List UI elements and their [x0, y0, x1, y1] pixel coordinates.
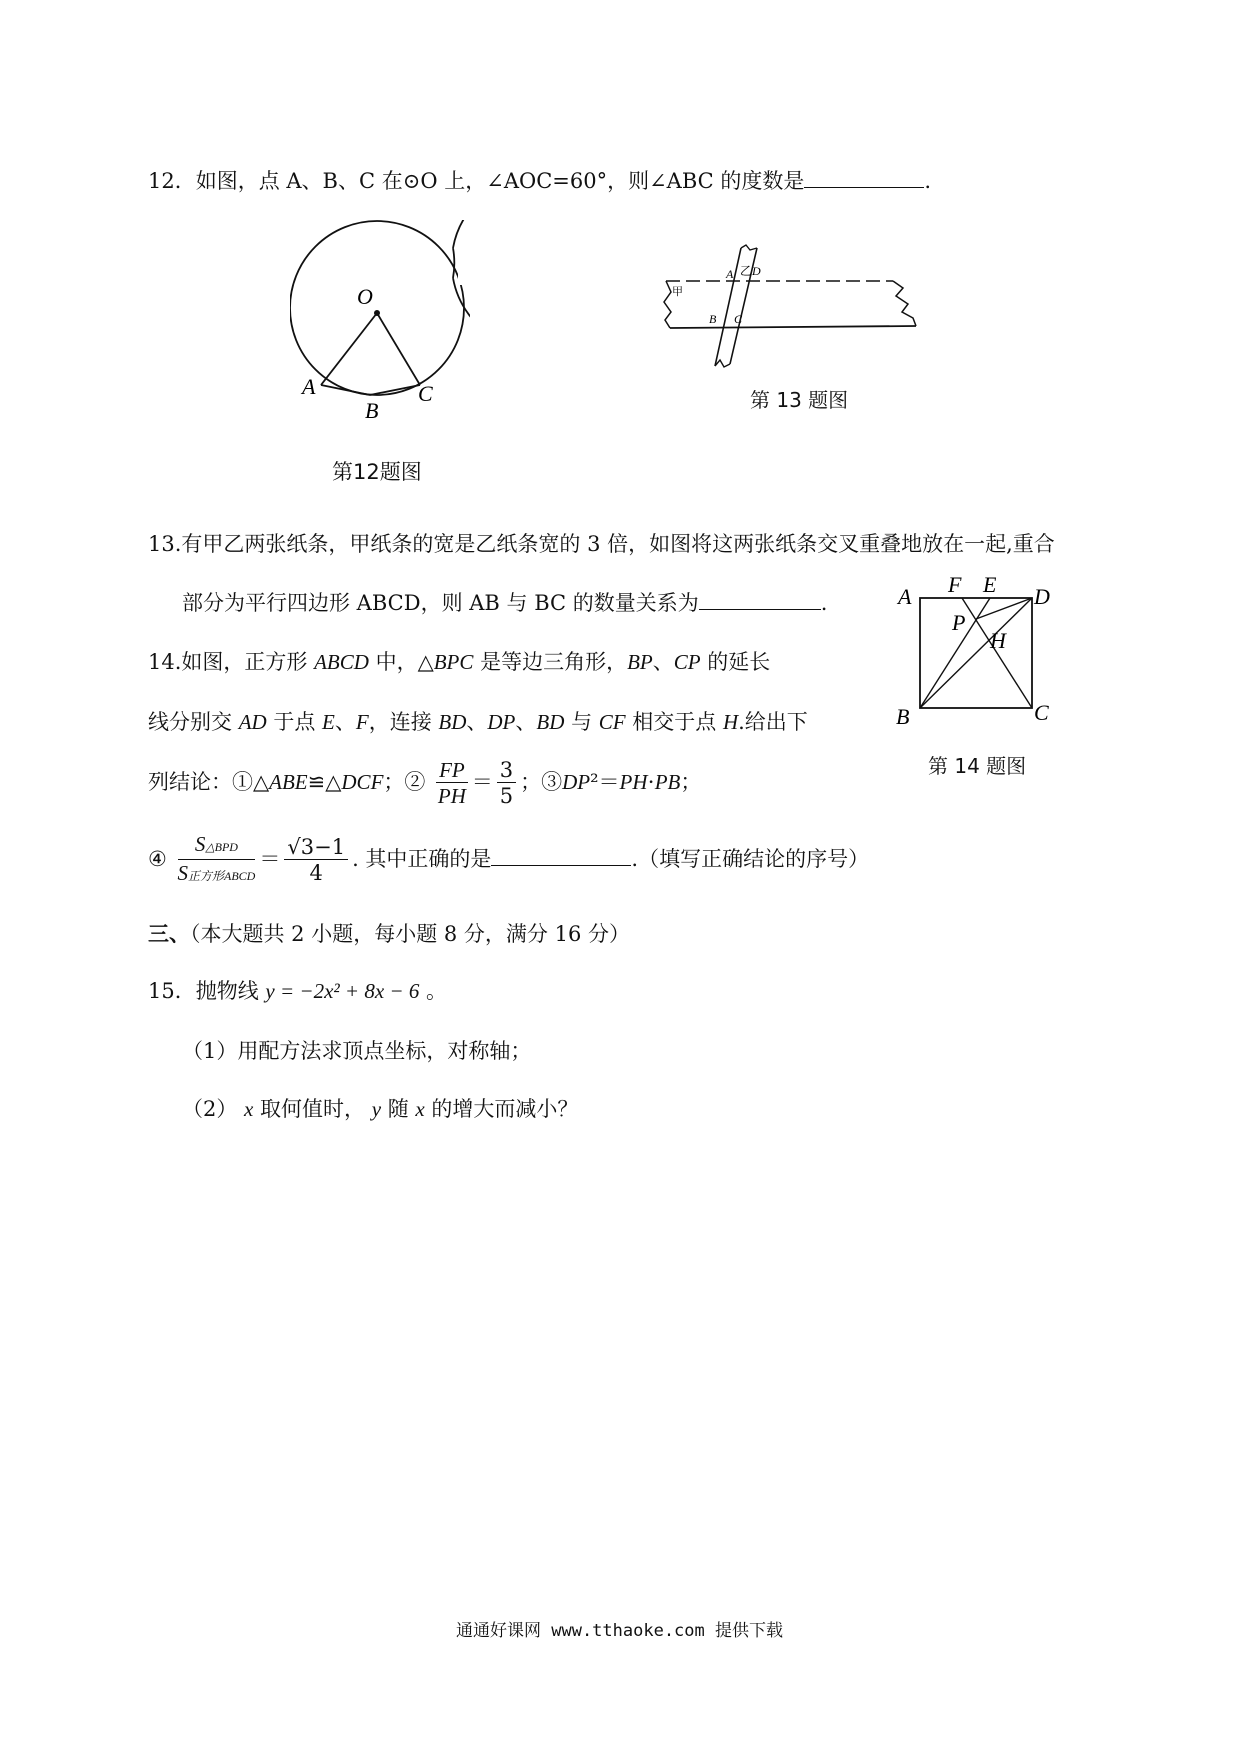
- q14-line4: ④ $\frac{\text{S△BPD}}{\text{S正方形ABCD}}$ ＝ $\frac{√3-1}{4}$ . 其中正确的是 .（填写正确结论的序号）: [148, 832, 869, 889]
- label-o: O: [357, 284, 373, 309]
- fraction-fp-ph: $\frac{FP}{PH}$: [437, 758, 466, 808]
- q14-line3: 列结论：①△ABE≌△DCF；② $\frac{FP}{PH}$ ＝ $\frac{3}{5}$ ；③DP²＝PH⋅PB；: [148, 758, 702, 808]
- segment-oc: [377, 313, 420, 385]
- q12-text: 12．如图，点 A、B、C 在⊙O 上，∠AOC=60°，则∠ABC 的度数是 .: [148, 169, 932, 193]
- label-jia: 甲: [672, 286, 683, 298]
- strip-yi-left: [715, 248, 741, 366]
- label-p: P: [952, 610, 966, 635]
- segment-cf: [962, 598, 1032, 708]
- label-e: E: [983, 572, 997, 597]
- q13-figure: [658, 240, 918, 370]
- label-b: B: [709, 312, 717, 326]
- label-h: H: [990, 628, 1006, 653]
- q14-answer-blank[interactable]: [491, 845, 631, 866]
- q13-line2: 部分为平行四边形 ABCD，则 AB 与 BC 的数量关系为 .: [182, 591, 828, 615]
- q12-figure: [290, 220, 470, 430]
- q15-sub1: （1）用配方法求顶点坐标，对称轴；: [182, 1039, 532, 1063]
- q14-fig-caption: 第 14 题图: [928, 754, 1027, 778]
- label-d: D: [1034, 584, 1050, 609]
- section3-heading: 三、（本大题共 2 小题，每小题 8 分，满分 16 分）: [148, 921, 630, 946]
- label-yi: 乙: [740, 264, 753, 278]
- fraction-area-ratio: $\frac{\text{S△BPD}}{\text{S正方形ABCD}}$: [177, 832, 256, 885]
- label-b: B: [896, 704, 910, 729]
- segment-dp: [976, 598, 1032, 619]
- q15-formula: y = −2x² + 8x − 6: [265, 979, 420, 1003]
- segment-bd: [920, 598, 1032, 708]
- point-o: [374, 310, 380, 316]
- label-c: C: [734, 312, 743, 326]
- q13-fig-caption: 第 13 题图: [750, 388, 849, 412]
- strip-jia-left-edge: [664, 281, 671, 328]
- circle-o: [290, 221, 464, 395]
- q12-answer-blank[interactable]: [804, 167, 924, 188]
- strip-yi-top-edge: [741, 245, 757, 250]
- page-footer: 通通好课网 www.tthaoke.com 提供下载: [456, 1621, 783, 1641]
- fraction-3-5: $\frac{3}{5}$: [497, 758, 516, 809]
- fraction-sqrt3-minus-1-over-4: $\frac{√3-1}{4}$: [284, 835, 348, 886]
- label-a: A: [302, 374, 316, 399]
- label-f: F: [948, 572, 962, 597]
- label-a: A: [726, 267, 734, 281]
- q14-line2: 线分别交 AD 于点 E、F，连接 BD、DP、BD 与 CF 相交于点 H.给出下: [148, 710, 808, 734]
- label-a: A: [898, 584, 912, 609]
- label-d: D: [752, 264, 761, 278]
- q14-line1: 14.如图，正方形 ABCD 中，△BPC 是等边三角形，BP、CP 的延长: [148, 650, 771, 674]
- q12-fig-caption: 第12题图: [332, 460, 422, 484]
- segment-oa: [321, 313, 377, 385]
- q14-figure: [892, 570, 1072, 730]
- strip-yi-bottom-edge: [715, 360, 730, 367]
- q15-text: 15．抛物线 y = −2x² + 8x − 6 。: [148, 979, 448, 1003]
- segment-ab: [321, 385, 370, 395]
- q13-line1: 13.有甲乙两张纸条，甲纸条的宽是乙纸条宽的 3 倍，如图将这两张纸条交叉重叠地放在一起,重合: [148, 532, 1055, 556]
- q15-sub2: （2） x 取何值时， y 随 x 的增大而减小？: [182, 1097, 579, 1121]
- strip-jia-bottom: [670, 326, 916, 328]
- label-b: B: [365, 398, 379, 423]
- label-c: C: [1034, 700, 1049, 725]
- q13-answer-blank[interactable]: [699, 589, 821, 610]
- label-c: C: [418, 381, 433, 406]
- strip-jia-right-edge: [893, 281, 916, 326]
